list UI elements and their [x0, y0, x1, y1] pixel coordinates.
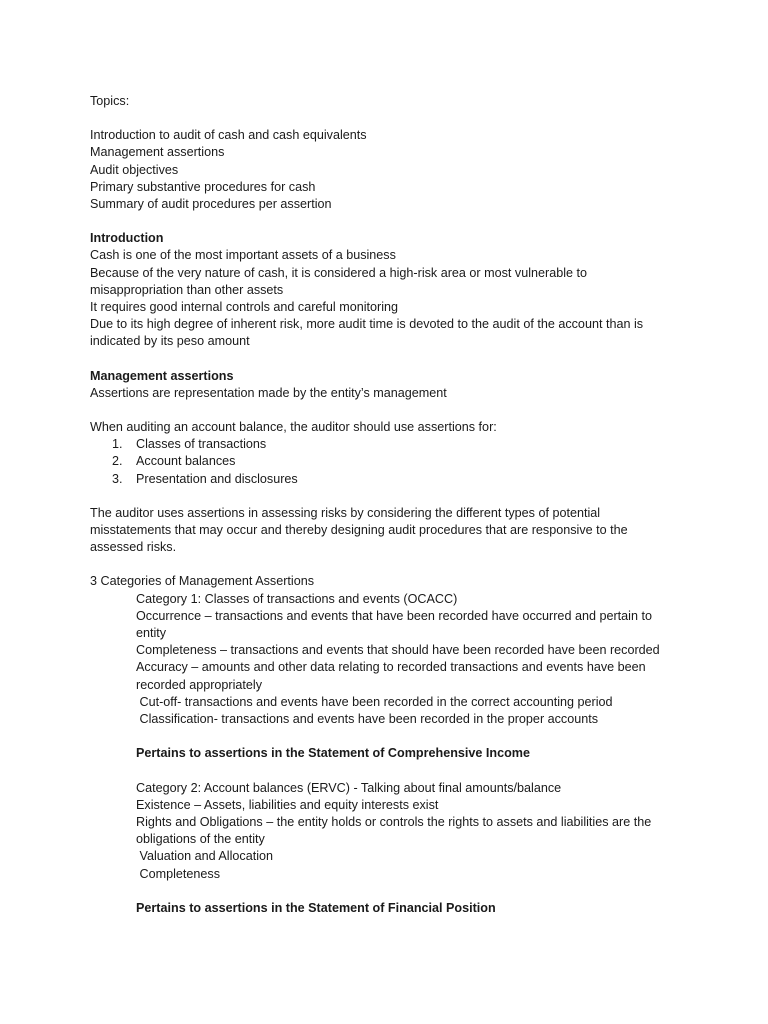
introduction-line: Cash is one of the most important assets of a business — [90, 248, 396, 263]
spacer — [90, 110, 670, 127]
topic-item: Audit objectives — [90, 162, 179, 177]
category-2-note: Pertains to assertions in the Statement of Financial Position — [136, 900, 496, 915]
paragraph-line: assessed risks. — [90, 540, 177, 555]
category-1-block — [90, 591, 670, 917]
category-1-title: Category 1: Classes of transactions and events (OCACC) — [136, 591, 458, 606]
category-2-line: Rights and Obligations – the entity holds or controls the rights to assets and liabilities are the — [136, 814, 652, 829]
introduction-heading: Introduction — [90, 231, 164, 246]
list-text: Account balances — [136, 454, 236, 469]
category-1-line: entity — [136, 626, 167, 641]
topics-heading: Topics: — [90, 94, 130, 108]
category-2-line: Completeness — [136, 866, 220, 881]
category-1-line: Cut-off- transactions and events have been recorded in the correct accounting period — [136, 694, 613, 709]
spacer — [136, 763, 670, 780]
category-1-line: Classification- transactions and events have been recorded in the proper accounts — [136, 712, 599, 727]
spacer — [90, 402, 670, 419]
list-number: 1. — [112, 437, 123, 452]
management-heading: Management assertions — [90, 368, 234, 383]
list-item — [90, 436, 670, 453]
list-number: 3. — [112, 471, 123, 486]
paragraph-line: misstatements that may occur and thereby designing audit procedures that are responsive to the — [90, 523, 628, 538]
spacer — [90, 488, 670, 505]
topic-item: Introduction to audit of cash and cash equivalents — [90, 128, 367, 143]
introduction-line: indicated by its peso amount — [90, 334, 250, 349]
spacer — [90, 556, 670, 573]
category-2-line: obligations of the entity — [136, 832, 265, 847]
assertion-use-list — [90, 436, 670, 488]
category-1-note: Pertains to assertions in the Statement of Comprehensive Income — [136, 746, 531, 761]
topic-item: Primary substantive procedures for cash — [90, 179, 316, 194]
categories-heading: 3 Categories of Management Assertions — [90, 574, 315, 589]
management-definition: Assertions are representation made by the entity’s management — [90, 385, 447, 400]
list-number: 2. — [112, 454, 123, 469]
category-1-line: recorded appropriately — [136, 677, 263, 692]
category-1-line: Occurrence – transactions and events that have been recorded have occurred and pertain to — [136, 608, 652, 623]
introduction-line: Due to its high degree of inherent risk, more audit time is devoted to the audit of the account than is — [90, 317, 644, 332]
category-2-title: Category 2: Account balances (ERVC) - Talking about final amounts/balance — [136, 780, 562, 795]
list-item — [90, 453, 670, 470]
management-intro: When auditing an account balance, the auditor should use assertions for: — [90, 420, 497, 435]
category-1-line: Completeness – transactions and events that should have been recorded have been recorded — [136, 643, 660, 658]
list-item — [90, 471, 670, 488]
spacer — [136, 728, 670, 745]
category-1-line: Accuracy – amounts and other data relating to recorded transactions and events have been — [136, 660, 646, 675]
category-2-line: Existence – Assets, liabilities and equity interests exist — [136, 797, 439, 812]
list-text: Presentation and disclosures — [136, 471, 298, 486]
introduction-line: It requires good internal controls and careful monitoring — [90, 300, 399, 315]
document-content — [90, 93, 670, 917]
list-text: Classes of transactions — [136, 437, 267, 452]
category-2-line: Valuation and Allocation — [136, 849, 273, 864]
topic-item: Summary of audit procedures per assertion — [90, 197, 332, 212]
spacer — [136, 883, 670, 900]
introduction-line: Because of the very nature of cash, it is considered a high-risk area or most vulnerable to — [90, 265, 588, 280]
introduction-line: misappropriation than other assets — [90, 282, 284, 297]
topic-item: Management assertions — [90, 145, 225, 160]
spacer — [90, 351, 670, 368]
paragraph-line: The auditor uses assertions in assessing risks by considering the different types of potential — [90, 505, 601, 520]
spacer — [90, 213, 670, 230]
